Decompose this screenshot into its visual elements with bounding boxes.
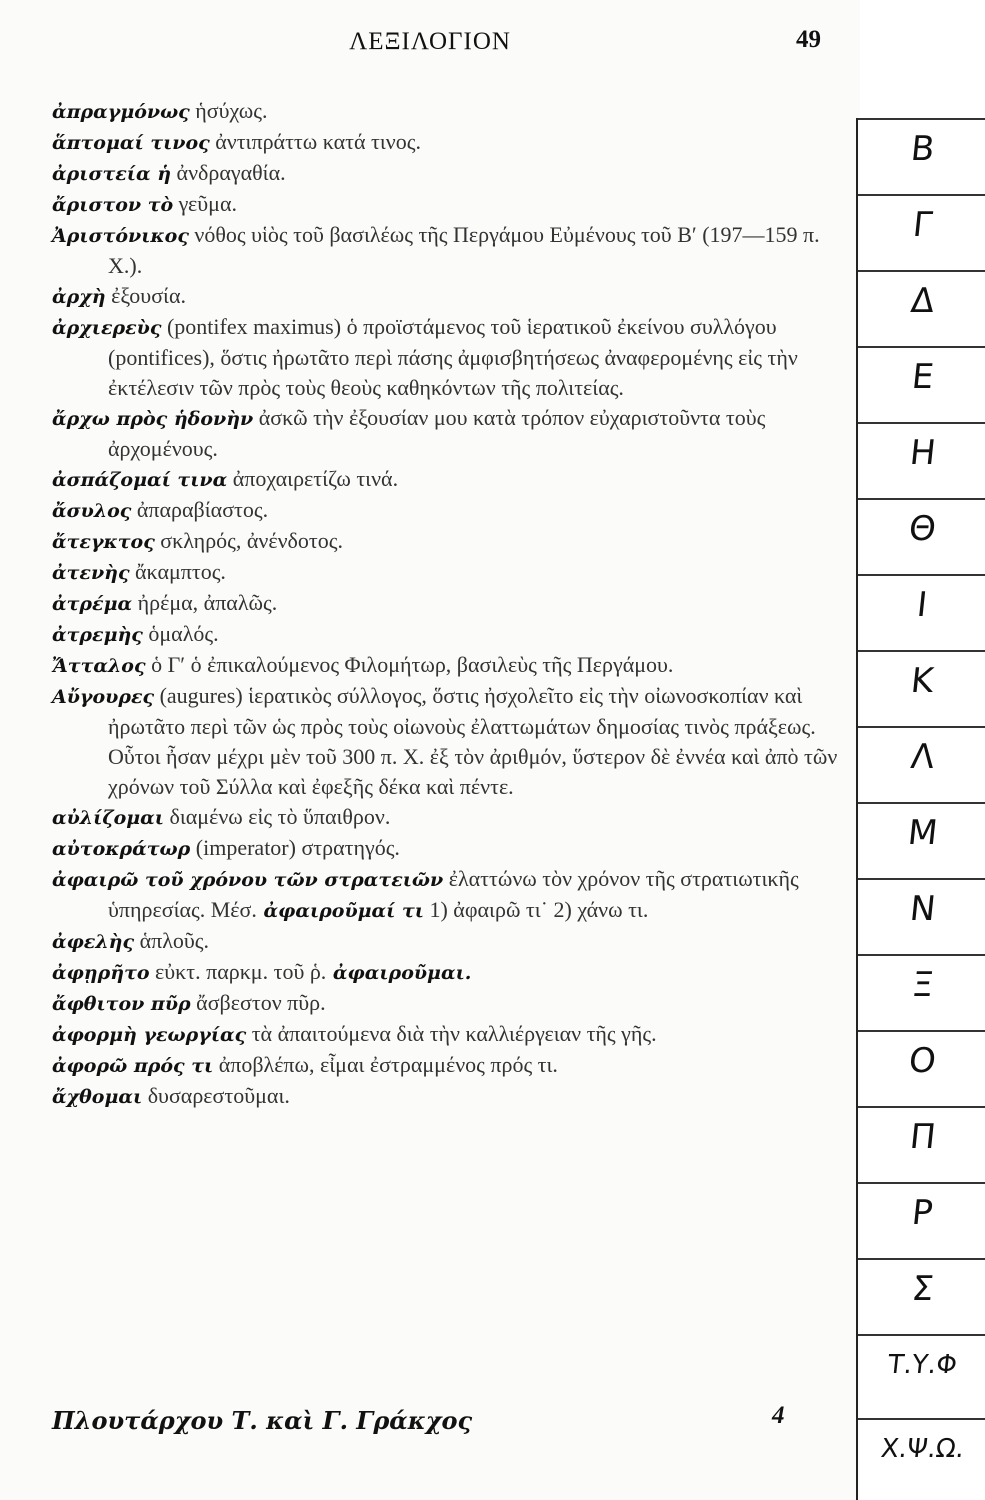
definition: (imperator) στρατηγός. (190, 835, 400, 860)
page-title: ΛΕΞΙΛΟΓΙΟΝ (349, 28, 511, 55)
definition: ἀντιπράττω κατά τινος. (209, 129, 421, 154)
index-tab-delta[interactable]: Δ (858, 270, 985, 330)
definition: ὁ Γ′ ὁ ἐπικαλούμενος Φιλομήτωρ, βασιλεὺς τῆς Περγάμου. (145, 652, 674, 677)
glossary-entry (52, 988, 842, 1019)
headword: ἀτενὴς (52, 562, 130, 584)
glossary-entry (52, 220, 842, 281)
definition: (pontifex maximus) ὁ προϊστάμενος τοῦ ἱερατικοῦ ἐκείνου συλλόγου (pontifices), ὅστις ἠρωτᾶτο περὶ πάσης ἀμφισβητήσεως ἀναφερομένης εἰς τὴν ἐκτέλεσιν τῶν πρὸς τοὺς θεοὺς καθηκόντων τῆς πολιτείας. (108, 314, 798, 400)
glossary-entry (52, 588, 842, 619)
index-tab-theta[interactable]: Θ (858, 498, 985, 558)
definition: ἐλαττώνω τὸν χρόνον τῆς στρατιωτικῆς ὑπηρεσίας. Μέσ. (108, 866, 799, 922)
headword: ἀφαιρῶ τοῦ χρόνου τῶν στρατειῶν (52, 869, 444, 891)
definition: διαμένω εἰς τὸ ὕπαιθρον. (163, 804, 391, 829)
index-tab-chi-psi-omega[interactable]: Χ.Ψ.Ω. (858, 1418, 985, 1478)
index-tab-omicron[interactable]: Ο (858, 1030, 985, 1090)
definition: ὁμαλός. (142, 621, 219, 646)
glossary-entry (52, 403, 842, 464)
headword: ἄφθιτον πῦρ (52, 993, 191, 1015)
headword: ἄχθομαι (52, 1086, 143, 1108)
headword: ἀσπάζομαί τινα (52, 469, 228, 491)
glossary-entry (52, 127, 842, 158)
definition: ἡσύχως. (189, 98, 268, 123)
headword: ἀτρεμὴς (52, 624, 143, 646)
definition: ἀνδραγαθία. (171, 160, 286, 185)
glossary-entry (52, 464, 842, 495)
book-signature: Πλουτάρχου Τ. καὶ Γ. Γράκχος (52, 1406, 473, 1435)
glossary-entry (52, 926, 842, 957)
headword: ἀφορῶ πρός τι (52, 1055, 214, 1077)
index-tab-beta[interactable]: Β (858, 118, 985, 178)
headword-secondary: ἀφαιροῦμαί τι (256, 900, 424, 922)
definition: ἠρέμα, ἀπαλῶς. (132, 590, 278, 615)
headword: ἀφῃρῆτο (52, 962, 150, 984)
index-tab-lambda[interactable]: Λ (858, 726, 985, 786)
headword: ἀρχὴ (52, 286, 106, 308)
definition: ἐξουσία. (105, 283, 187, 308)
headword: ἄρχω πρὸς ἡδονὴν (52, 408, 254, 430)
headword: Ἄτταλος (52, 655, 146, 677)
headword: ἀτρέμα (52, 593, 133, 615)
index-tab-mu[interactable]: Μ (858, 802, 985, 862)
definition: δυσαρεστοῦμαι. (142, 1083, 290, 1108)
glossary-entry (52, 681, 842, 802)
headword: ἀπραγμόνως (52, 101, 190, 123)
headword: ἄτεγκτος (52, 531, 155, 553)
glossary-entry (52, 158, 842, 189)
glossary-entry (52, 957, 842, 988)
definition-secondary: 1) ἀφαιρῶ τι˙ 2) χάνω τι. (423, 897, 649, 922)
definition: ἀπαραβίαστος. (131, 497, 269, 522)
headword: ἀφελὴς (52, 931, 135, 953)
definition: ἀποβλέπω, εἶμαι ἐστραμμένος πρός τι. (213, 1052, 558, 1077)
glossary-entry (52, 526, 842, 557)
index-tab-iota[interactable]: Ι (858, 574, 985, 634)
headword: Αὔγουρες (52, 686, 155, 708)
definition: ἀσκῶ τὴν ἐξουσίαν μου κατὰ τρόπον εὐχαριστοῦντα τοὺς ἀρχομένους. (108, 405, 766, 461)
definition: (augures) ἱερατικὸς σύλλογος, ὅστις ἠσχολεῖτο εἰς τὴν οἰωνοσκοπίαν καὶ ἠρωτᾶτο περὶ τῶν ὡς πρὸς τοὺς οἰωνοὺς ἐλαττωμάτων δημοσίας τινὸς πράξεως. Οὗτοι ἦσαν μέχρι μὲν τοῦ 300 π. Χ. ἐξ τὸν ἀριθμόν, ὕστερον δὲ ἐννέα καὶ ἀπὸ τῶν χρόνων τοῦ Σύλλα καὶ ἐφεξῆς δέκα καὶ πέντε. (108, 683, 838, 799)
headword: ἀριστεία ἡ (52, 163, 172, 185)
definition: εὐκτ. παρκμ. τοῦ ῥ. (149, 959, 327, 984)
headword: Ἀριστόνικος (52, 225, 189, 247)
headword: αὐλίζομαι (52, 807, 164, 829)
index-tab-epsilon[interactable]: Ε (858, 346, 985, 406)
page-number: 49 (796, 26, 821, 53)
index-tab-nu[interactable]: Ν (858, 878, 985, 938)
definition: γεῦμα. (173, 191, 237, 216)
definition: ἀποχαιρετίζω τινά. (227, 466, 399, 491)
glossary-entry (52, 1050, 842, 1081)
definition: ἄκαμπτος. (129, 559, 226, 584)
glossary-entry (52, 1081, 842, 1112)
index-tab-kappa[interactable]: Κ (858, 650, 985, 710)
glossary-entry (52, 281, 842, 312)
signature-number: 4 (772, 1402, 785, 1429)
alphabet-index-tabs (856, 118, 985, 1500)
glossary-entry (52, 802, 842, 833)
glossary-entry (52, 619, 842, 650)
glossary-entry (52, 833, 842, 864)
definition: σκληρός, ἀνένδοτος. (154, 528, 343, 553)
glossary-entry (52, 96, 842, 127)
definition: ἄσβεστον πῦρ. (190, 990, 326, 1015)
headword: ἀφορμὴ γεωργίας (52, 1024, 247, 1046)
glossary-entry (52, 557, 842, 588)
glossary-entry (52, 495, 842, 526)
definition: τὰ ἀπαιτούμενα διὰ τὴν καλλιέργειαν τῆς γῆς. (246, 1021, 657, 1046)
glossary-entry (52, 864, 842, 926)
definition: ἁπλοῦς. (134, 928, 209, 953)
headword-secondary: ἀφαιροῦμαι. (326, 962, 472, 984)
headword: ἄσυλος (52, 500, 132, 522)
index-tab-eta[interactable]: Η (858, 422, 985, 482)
glossary-entry (52, 1019, 842, 1050)
glossary-entries (52, 96, 842, 1112)
index-tab-xi[interactable]: Ξ (858, 954, 985, 1014)
glossary-entry (52, 312, 842, 403)
headword: ἅπτομαί τινος (52, 132, 210, 154)
index-tab-sigma[interactable]: Σ (858, 1258, 985, 1318)
headword: ἀρχιερεὺς (52, 317, 162, 339)
index-tab-pi[interactable]: Π (858, 1106, 985, 1166)
headword: ἄριστον τὸ (52, 194, 174, 216)
definition: νόθος υἱὸς τοῦ βασιλέως τῆς Περγάμου Εὐμένους τοῦ Β′ (197—159 π. Χ.). (108, 222, 820, 278)
index-tab-tau-upsilon-phi[interactable]: Τ.Υ.Φ (858, 1334, 985, 1394)
glossary-entry (52, 650, 842, 681)
index-tab-rho[interactable]: Ρ (858, 1182, 985, 1242)
glossary-entry (52, 189, 842, 220)
index-tab-gamma[interactable]: Γ (858, 194, 985, 254)
headword: αὐτοκράτωρ (52, 838, 191, 860)
